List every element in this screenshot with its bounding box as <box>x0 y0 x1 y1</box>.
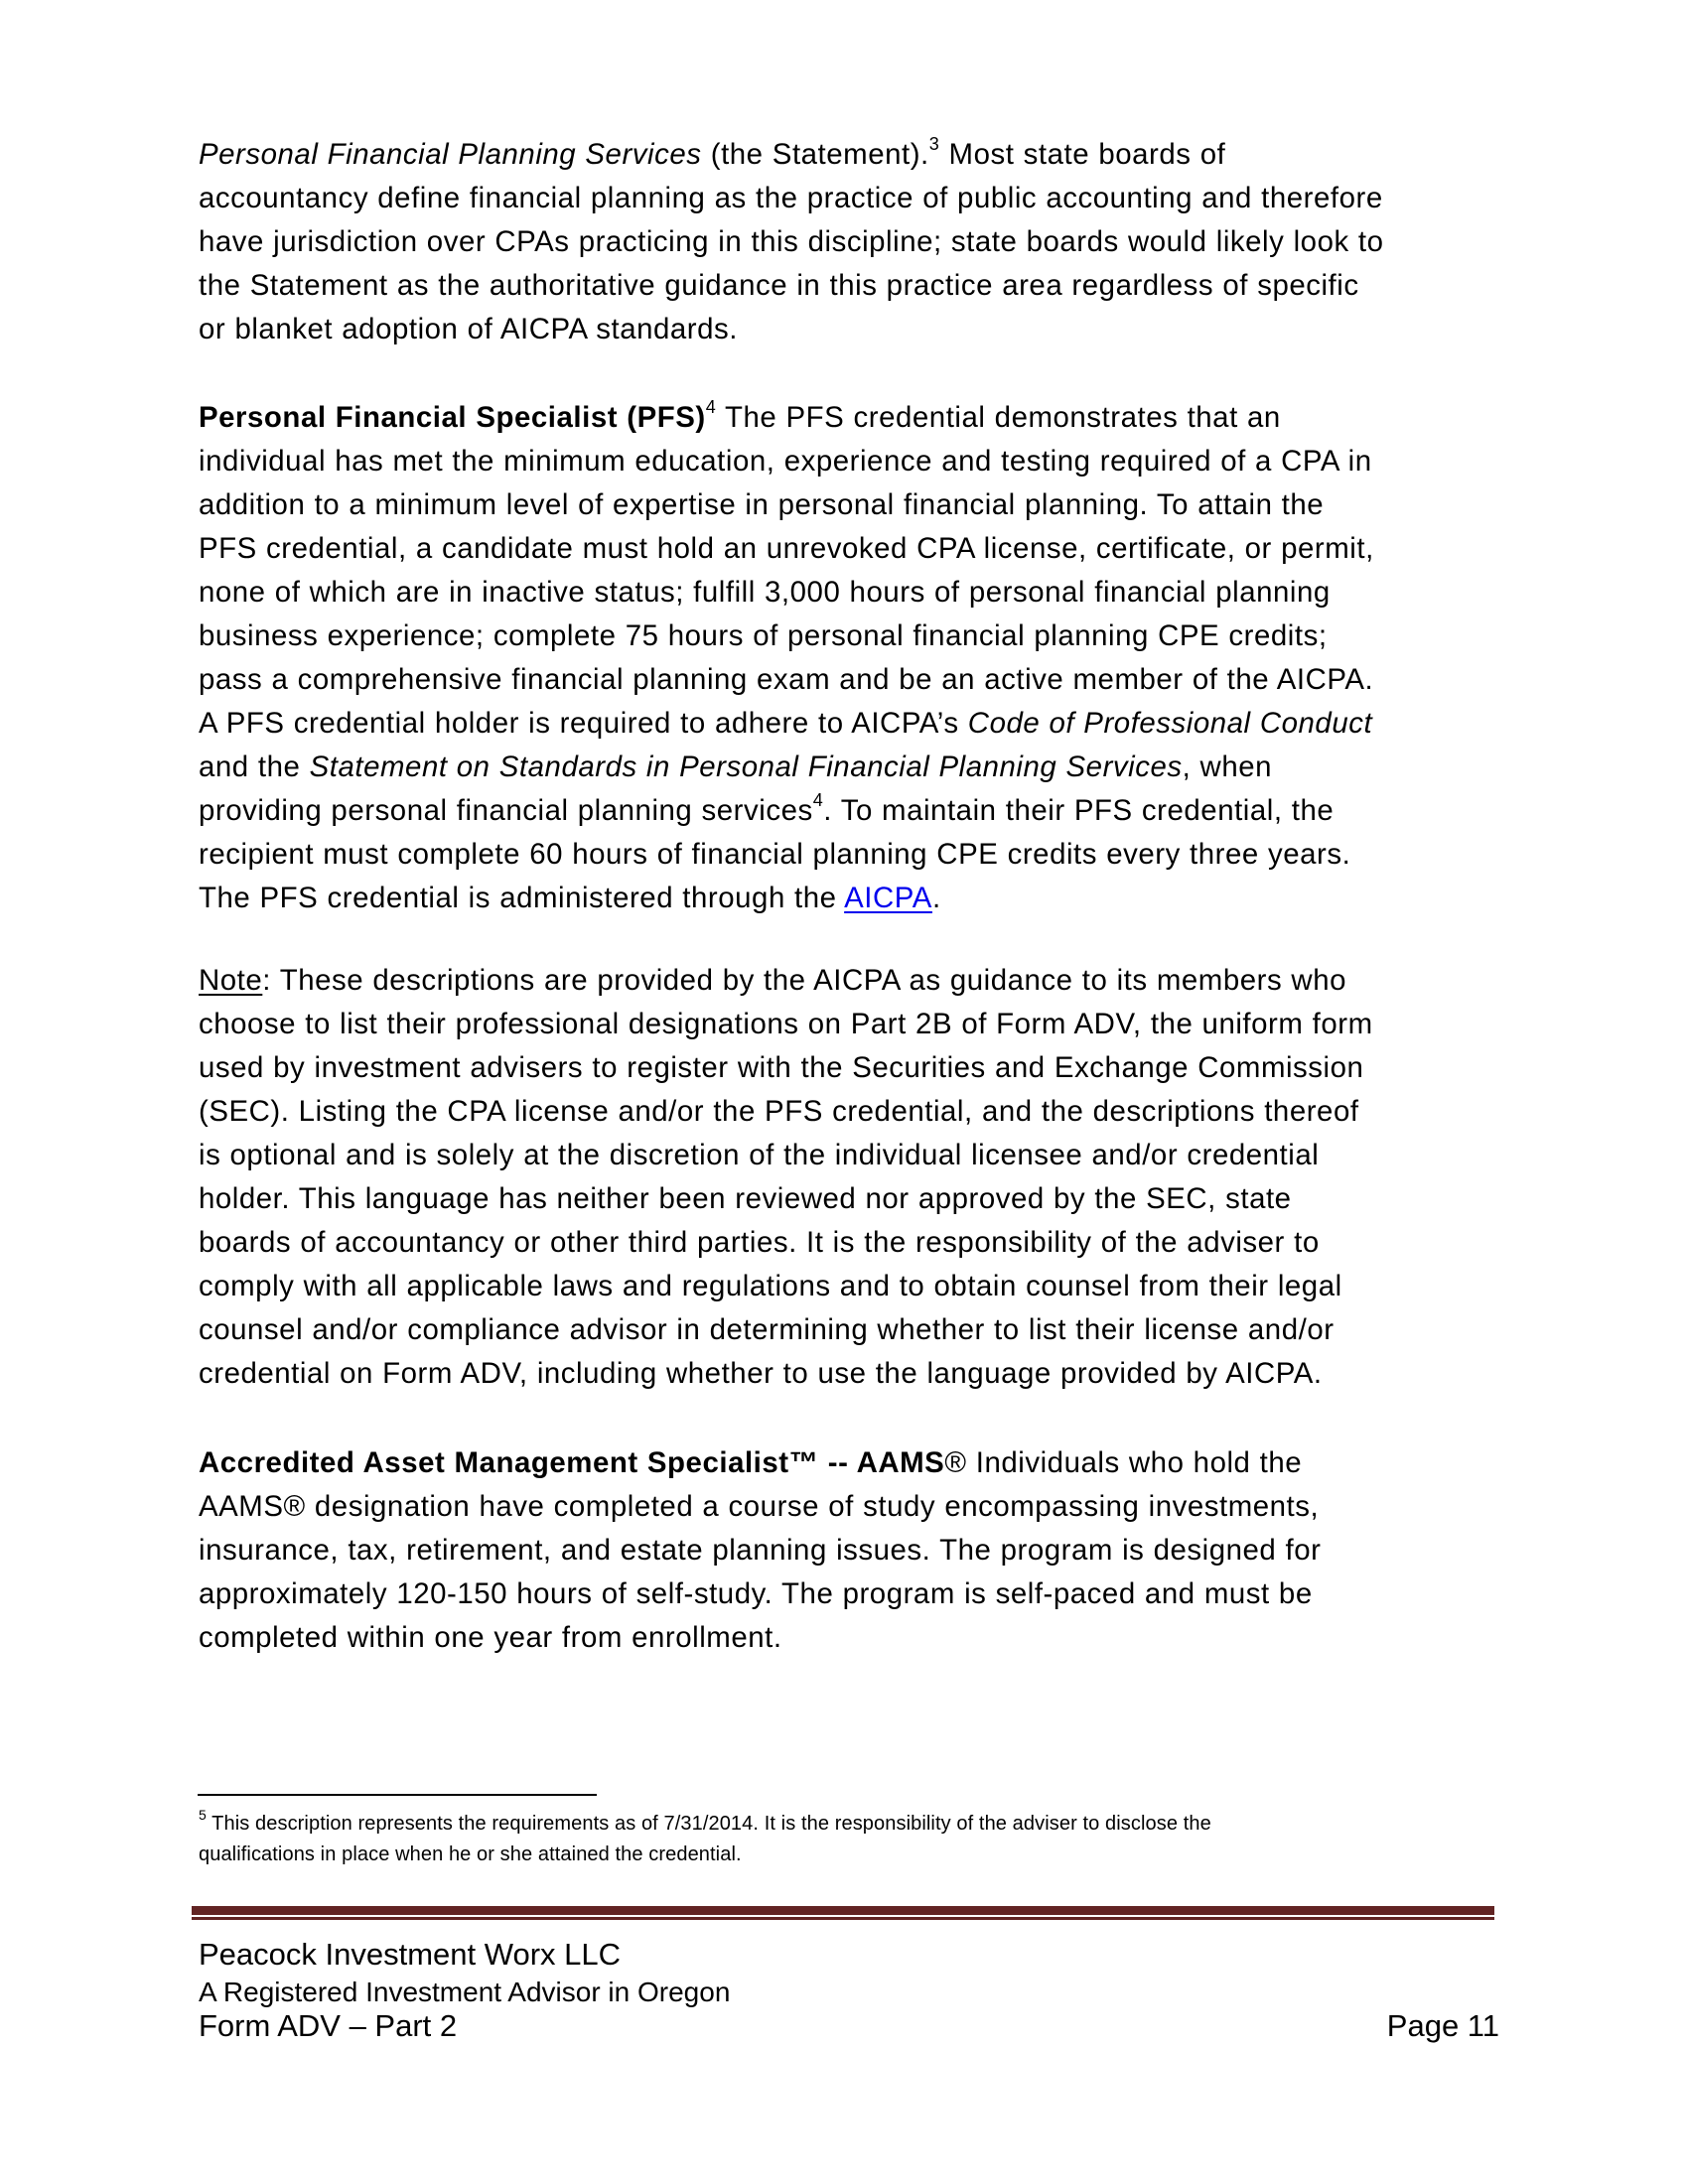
paragraph-line: providing personal financial planning services$^4$. To maintain their PFS credential, the <box>199 790 1335 827</box>
aams-paragraph <box>199 1441 1499 1660</box>
footer-form: Form ADV – Part 2 <box>199 2008 458 2043</box>
footnote-ref: 4 <box>705 397 717 418</box>
paragraph-line: AAMS® designation have completed a course of study encompassing investments, <box>199 1490 1320 1523</box>
paragraph-line: none of which are in inactive status; fulfill 3,000 hours of personal financial planning <box>199 576 1331 609</box>
standards-title: Statement on Standards in Personal Financial Planning Services <box>309 751 1183 783</box>
footnote-marker: 5 <box>199 1807 207 1824</box>
pfs-heading: Personal Financial Specialist (PFS) <box>199 401 706 434</box>
footnote-ref: 3 <box>928 134 940 155</box>
paragraph-line: have jurisdiction over CPAs practicing in this discipline; state boards would likely look to <box>199 225 1384 258</box>
paragraph-line: holder. This language has neither been reviewed nor approved by the SEC, state <box>199 1182 1292 1215</box>
footnote-separator <box>198 1794 597 1796</box>
footer-rule-thin <box>192 1917 1494 1920</box>
paragraph-line: approximately 120-150 hours of self-study. The program is self-paced and must be <box>199 1577 1313 1610</box>
paragraph-line: Personal Financial Specialist (PFS)$^4$ The PFS credential demonstrates that an <box>199 397 1281 434</box>
paragraph-line: completed within one year from enrollment. <box>199 1621 782 1654</box>
paragraph-line: business experience; complete 75 hours of personal financial planning CPE credits; <box>199 619 1328 652</box>
paragraph-line: Note: These descriptions are provided by the AICPA as guidance to its members who <box>199 964 1346 997</box>
statement-paragraph <box>199 133 1499 351</box>
paragraph-line: addition to a minimum level of expertise in personal financial planning. To attain the <box>199 488 1325 521</box>
footnote-line: qualifications in place when he or she attained the credential. <box>199 1843 742 1865</box>
aicpa-link[interactable]: AICPA <box>844 882 932 914</box>
paragraph-line: A PFS credential holder is required to adhere to AICPA’s Code of Professional Conduct <box>199 707 1373 740</box>
paragraph-line: individual has met the minimum education, experience and testing required of a CPA in <box>199 445 1372 478</box>
paragraph-line: recipient must complete 60 hours of financial planning CPE credits every three years. <box>199 838 1351 871</box>
code-title: Code of Professional Conduct <box>967 707 1373 740</box>
pfs-paragraph <box>199 396 1499 920</box>
footnote <box>199 1809 1499 1870</box>
paragraph-line: the Statement as the authoritative guidance in this practice area regardless of specific <box>199 269 1359 302</box>
paragraph-line: comply with all applicable laws and regulations and to obtain counsel from their legal <box>199 1270 1342 1302</box>
paragraph-line: counsel and/or compliance advisor in determining whether to list their license and/or <box>199 1313 1335 1346</box>
paragraph-line: Personal Financial Planning Services (the Statement).$^3$ Most state boards of <box>199 134 1226 171</box>
paragraph-line: credential on Form ADV, including whether to use the language provided by AICPA. <box>199 1357 1323 1390</box>
paragraph-line: (SEC). Listing the CPA license and/or the PFS credential, and the descriptions thereof <box>199 1095 1359 1128</box>
footnote-line: $^5$ This description represents the requirements as of 7/31/2014. It is the responsibility of the adviser to disclose the <box>199 1807 1211 1835</box>
paragraph-line: is optional and is solely at the discretion of the individual licensee and/or credential <box>199 1139 1320 1171</box>
paragraph-line: insurance, tax, retirement, and estate planning issues. The program is designed for <box>199 1534 1322 1567</box>
footer-rule-thick <box>192 1906 1494 1915</box>
paragraph-line: pass a comprehensive financial planning exam and be an active member of the AICPA. <box>199 663 1374 696</box>
paragraph-line: choose to list their professional designations on Part 2B of Form ADV, the uniform form <box>199 1008 1373 1040</box>
paragraph-line: PFS credential, a candidate must hold an unrevoked CPA license, certificate, or permit, <box>199 532 1374 565</box>
paragraph-line: Accredited Asset Management Specialist™ -- AAMS® Individuals who hold the <box>199 1446 1303 1479</box>
note-label: Note <box>199 964 263 997</box>
statement-title: Personal Financial Planning Services <box>199 138 702 171</box>
footnote-ref: 4 <box>812 790 824 811</box>
paragraph-line: and the Statement on Standards in Personal Financial Planning Services, when <box>199 751 1273 783</box>
aams-heading: Accredited Asset Management Specialist™ -- AAMS <box>199 1446 945 1479</box>
footer-form-line <box>199 2007 1499 2045</box>
footer-company: Peacock Investment Worx LLC <box>199 1937 621 1972</box>
note-paragraph <box>199 959 1499 1396</box>
paragraph-line: used by investment advisers to register with the Securities and Exchange Commission <box>199 1051 1364 1084</box>
page-number: Page 11 <box>1386 2008 1499 2043</box>
paragraph-line: The PFS credential is administered through the AICPA. <box>199 882 941 914</box>
paragraph-line: or blanket adoption of AICPA standards. <box>199 313 738 345</box>
paragraph-line: boards of accountancy or other third parties. It is the responsibility of the adviser to <box>199 1226 1320 1259</box>
paragraph-line: accountancy define financial planning as the practice of public accounting and therefore <box>199 182 1383 214</box>
footer-tagline: A Registered Investment Advisor in Oregon <box>199 1977 731 2007</box>
